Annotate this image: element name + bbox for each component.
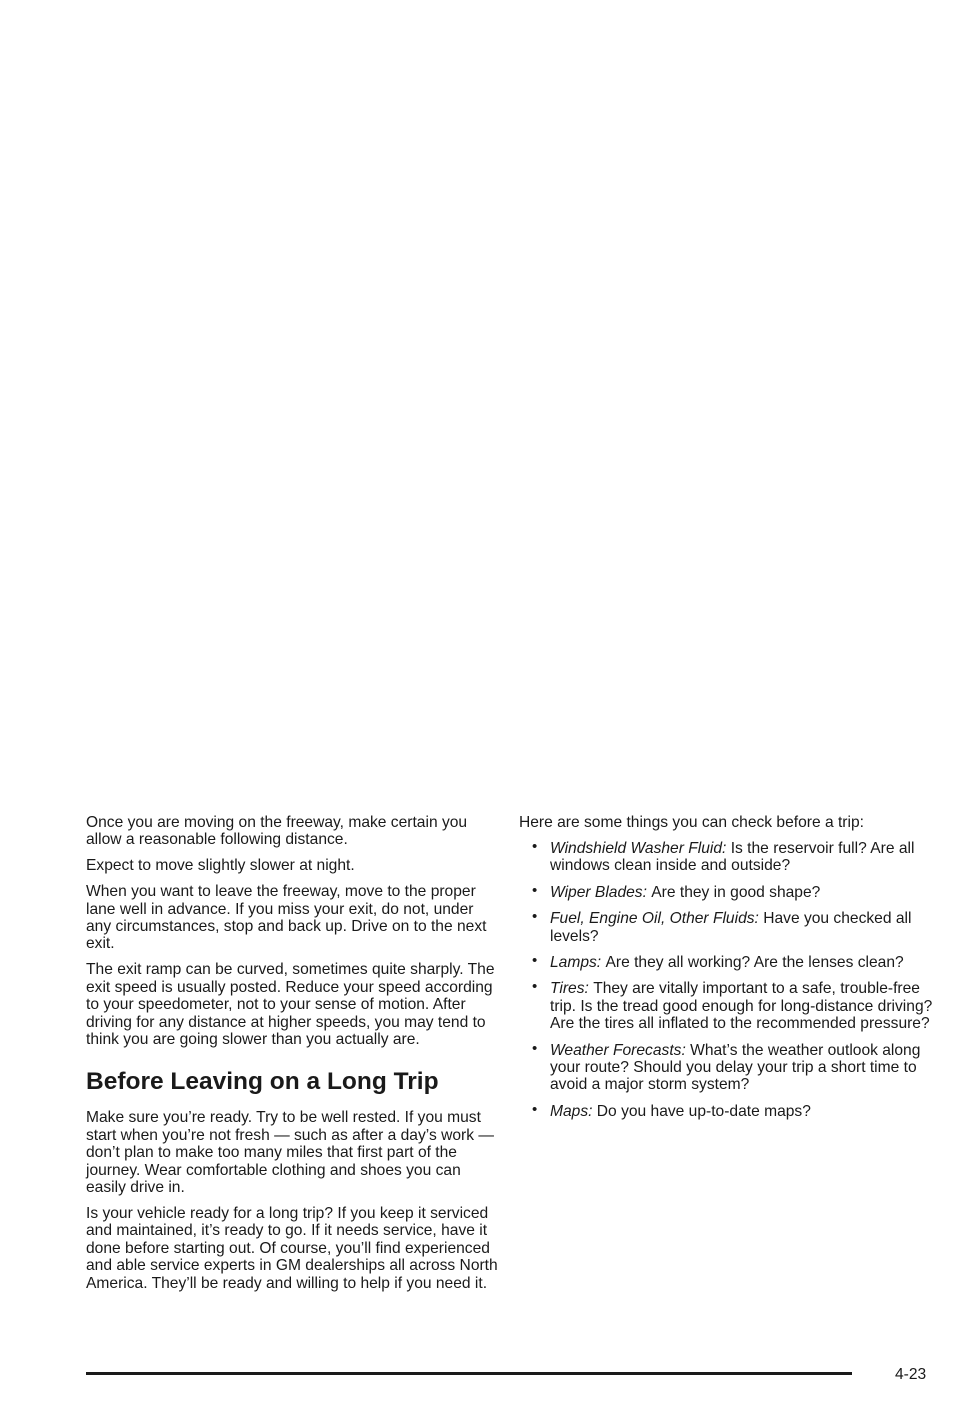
list-item [519, 1039, 939, 1094]
list-item [519, 837, 939, 875]
paragraph: Expect to move slightly slower at night. [86, 857, 355, 875]
list-item [519, 951, 939, 971]
bullet-icon: • [532, 881, 538, 899]
item-term: Weather Forecasts: [550, 1041, 691, 1059]
bullet-icon: • [532, 1100, 538, 1118]
checklist [519, 837, 939, 1120]
bullet-icon: • [532, 1039, 538, 1057]
item-text: Are they in good shape? [651, 883, 821, 901]
section-heading: Before Leaving on a Long Trip [86, 1068, 439, 1096]
item-text: Do you have up-to-date maps? [596, 1102, 811, 1120]
item-text: What’s the weather outlook along your route? Should you delay your trip a short time to avoid a major storm system? [550, 1041, 921, 1094]
item-term: Maps: [550, 1102, 597, 1120]
footer-rule [86, 1372, 852, 1375]
item-text: Are they all working? Are the lenses clean? [605, 953, 904, 971]
list-item [519, 1100, 939, 1120]
list-item [519, 980, 939, 1032]
checklist-intro: Here are some things you can check before a trip: [519, 814, 864, 831]
item-term: Wiper Blades: [550, 883, 652, 901]
bullet-icon: • [532, 837, 538, 855]
paragraph: The exit ramp can be curved, sometimes quite sharply. The exit speed is usually posted. Reduce your speed according to your speedometer, not to your sense of motion. After driving for any distance at higher speeds, you may tend to think you are going slower than you actually are. [86, 961, 495, 1048]
item-text: Is the reservoir full? Are all windows clean inside and outside? [550, 839, 915, 875]
paragraph: Make sure you’re ready. Try to be well rested. If you must start when you’re not fresh — such as after a day’s work — don’t plan to make too many miles that first part of the journey. Wear comfortable clothing and shoes you can easily drive in. [86, 1109, 494, 1196]
paragraph: Is your vehicle ready for a long trip? If you keep it serviced and maintained, it’s ready to go. If it needs service, have it done before starting out. Of course, you’ll find experienced and able service experts in GM dealerships all across North America. They’ll be ready and willing to help if you need it. [86, 1204, 498, 1292]
item-term: Lamps: [550, 953, 606, 971]
list-item [519, 881, 939, 901]
bullet-icon: • [532, 978, 538, 996]
item-term: Tires: [550, 980, 594, 998]
list-item [519, 910, 939, 945]
paragraph: Once you are moving on the freeway, make certain you allow a reasonable following distance. [86, 814, 468, 849]
paragraph: When you want to leave the freeway, move to the proper lane well in advance. If you miss your exit, do not, under any circumstances, stop and back up. Drive on to the next exit. [86, 883, 487, 953]
item-text: Have you checked all levels? [550, 910, 912, 945]
right-column [519, 814, 939, 1129]
item-text: They are vitally important to a safe, trouble-free trip. Is the tread good enough for long-distance driving? Are the tires all inflated to the recommended pressure? [550, 980, 933, 1033]
left-column [86, 814, 502, 1300]
item-term: Fuel, Engine Oil, Other Fluids: [550, 910, 764, 928]
bullet-icon: • [532, 908, 538, 926]
bullet-icon: • [532, 951, 538, 969]
page-number: 4-23 [895, 1366, 927, 1383]
item-term: Windshield Washer Fluid: [550, 839, 731, 857]
